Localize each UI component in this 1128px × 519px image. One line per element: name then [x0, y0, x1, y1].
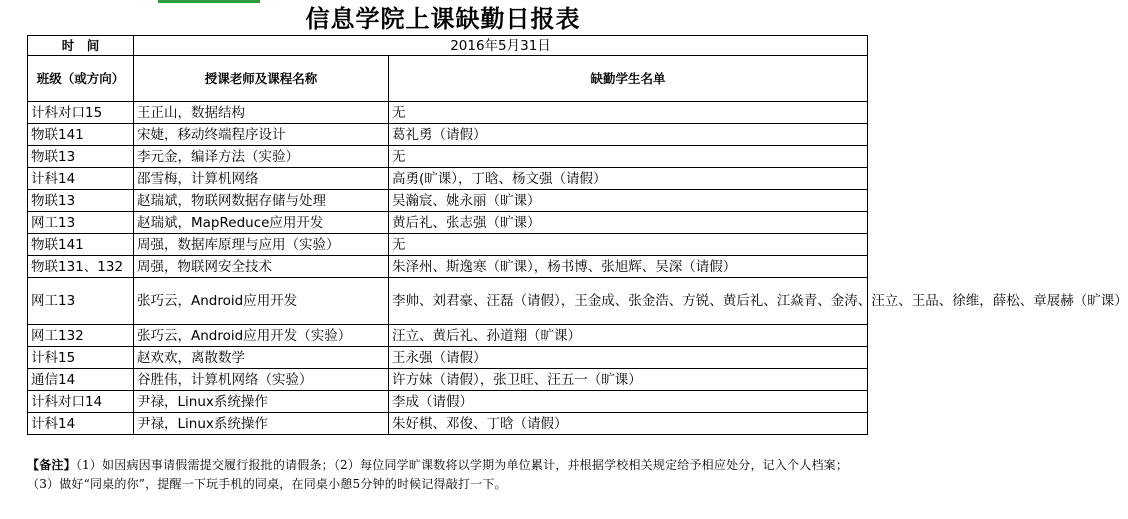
- class-cell: 网工13: [28, 212, 134, 234]
- course-cell: 周强，物联网安全技术: [134, 256, 389, 278]
- course-cell: 李元金，编译方法（实验）: [134, 146, 389, 168]
- table-row: [28, 234, 868, 256]
- report-date: 2016年5月31日: [134, 36, 868, 56]
- course-cell: 宋婕，移动终端程序设计: [134, 124, 389, 146]
- course-cell: 赵欢欢，离散数学: [134, 347, 389, 369]
- course-cell: 赵瑞斌，物联网数据存储与处理: [134, 190, 389, 212]
- class-cell: 物联141: [28, 234, 134, 256]
- absent-cell: 王永强（请假）: [389, 347, 868, 369]
- class-cell: 网工132: [28, 325, 134, 347]
- course-cell: 张巧云，Android应用开发: [134, 278, 389, 325]
- class-cell: 计科对口15: [28, 102, 134, 124]
- absent-cell: 李帅、刘君豪、汪磊（请假），王金成、张金浩、方锐、黄后礼、江焱青、金涛、汪立、王品、徐维，薛松、章展赫（旷课）: [389, 278, 868, 325]
- absent-cell: 吴瀚宸、姚永丽（旷课）: [389, 190, 868, 212]
- teacher-column-header: 授课老师及课程名称: [134, 56, 389, 102]
- course-cell: 谷胜伟，计算机网络（实验）: [134, 369, 389, 391]
- absent-cell: 朱泽州、斯逸寒（旷课），杨书博、张旭辉、吴深（请假）: [389, 256, 868, 278]
- class-cell: 物联13: [28, 146, 134, 168]
- course-cell: 周强，数据库原理与应用（实验）: [134, 234, 389, 256]
- absent-cell: 许方妹（请假），张卫旺、汪五一（旷课）: [389, 369, 868, 391]
- remarks-label: 【备注】: [27, 458, 76, 472]
- table-row: [28, 168, 868, 190]
- class-column-header: 班级（或方向）: [28, 56, 134, 102]
- table-row: [28, 325, 868, 347]
- table-row: [28, 413, 868, 435]
- course-cell: 王正山，数据结构: [134, 102, 389, 124]
- table-row: [28, 146, 868, 168]
- absent-cell: 朱好棋、邓俊、丁晗（请假）: [389, 413, 868, 435]
- absent-cell: 无: [389, 146, 868, 168]
- table-row: [28, 190, 868, 212]
- class-cell: 网工13: [28, 278, 134, 325]
- class-cell: 计科对口14: [28, 391, 134, 413]
- table-row: [28, 256, 868, 278]
- table-row: [28, 102, 868, 124]
- table-row: [28, 278, 868, 325]
- absent-cell: 无: [389, 102, 868, 124]
- remarks: [27, 456, 867, 494]
- class-cell: 物联131、132: [28, 256, 134, 278]
- time-label: 时 间: [28, 36, 134, 56]
- course-cell: 赵瑞斌，MapReduce应用开发: [134, 212, 389, 234]
- class-cell: 物联141: [28, 124, 134, 146]
- table-row: [28, 212, 868, 234]
- absent-cell: 无: [389, 234, 868, 256]
- absent-cell: 黄后礼、张志强（旷课）: [389, 212, 868, 234]
- class-cell: 计科15: [28, 347, 134, 369]
- remarks-text: （1）如因病因事请假需提交履行报批的请假条；（2）每位同学旷课数将以学期为单位累计，并根据学校相关规定给予相应处分，记入个人档案；（3）做好“同桌的你”，提醒一下玩手机的同桌，在同桌小憩5分钟的时候记得敲打一下。: [27, 458, 849, 491]
- absent-cell: 葛礼勇（请假）: [389, 124, 868, 146]
- absence-report-table: [27, 35, 1128, 435]
- column-header-row: [28, 56, 868, 102]
- table-row: [28, 347, 868, 369]
- page-title: 信息学院上课缺勤日报表: [305, 4, 581, 33]
- table-row: [28, 369, 868, 391]
- course-cell: 尹禄，Linux系统操作: [134, 413, 389, 435]
- course-cell: 尹禄，Linux系统操作: [134, 391, 389, 413]
- top-accent-bar: [158, 0, 260, 3]
- absent-column-header: 缺勤学生名单: [389, 56, 868, 102]
- class-cell: 计科14: [28, 413, 134, 435]
- absent-cell: 高勇(旷课），丁晗、杨文强（请假）: [389, 168, 868, 190]
- class-cell: 通信14: [28, 369, 134, 391]
- table-row: [28, 124, 868, 146]
- absent-cell: 汪立、黄后礼、孙道翔（旷课）: [389, 325, 868, 347]
- class-cell: 物联13: [28, 190, 134, 212]
- course-cell: 邵雪梅，计算机网络: [134, 168, 389, 190]
- class-cell: 计科14: [28, 168, 134, 190]
- table-row: [28, 391, 868, 413]
- time-row: [28, 36, 868, 56]
- absent-cell: 李成（请假）: [389, 391, 868, 413]
- course-cell: 张巧云，Android应用开发（实验）: [134, 325, 389, 347]
